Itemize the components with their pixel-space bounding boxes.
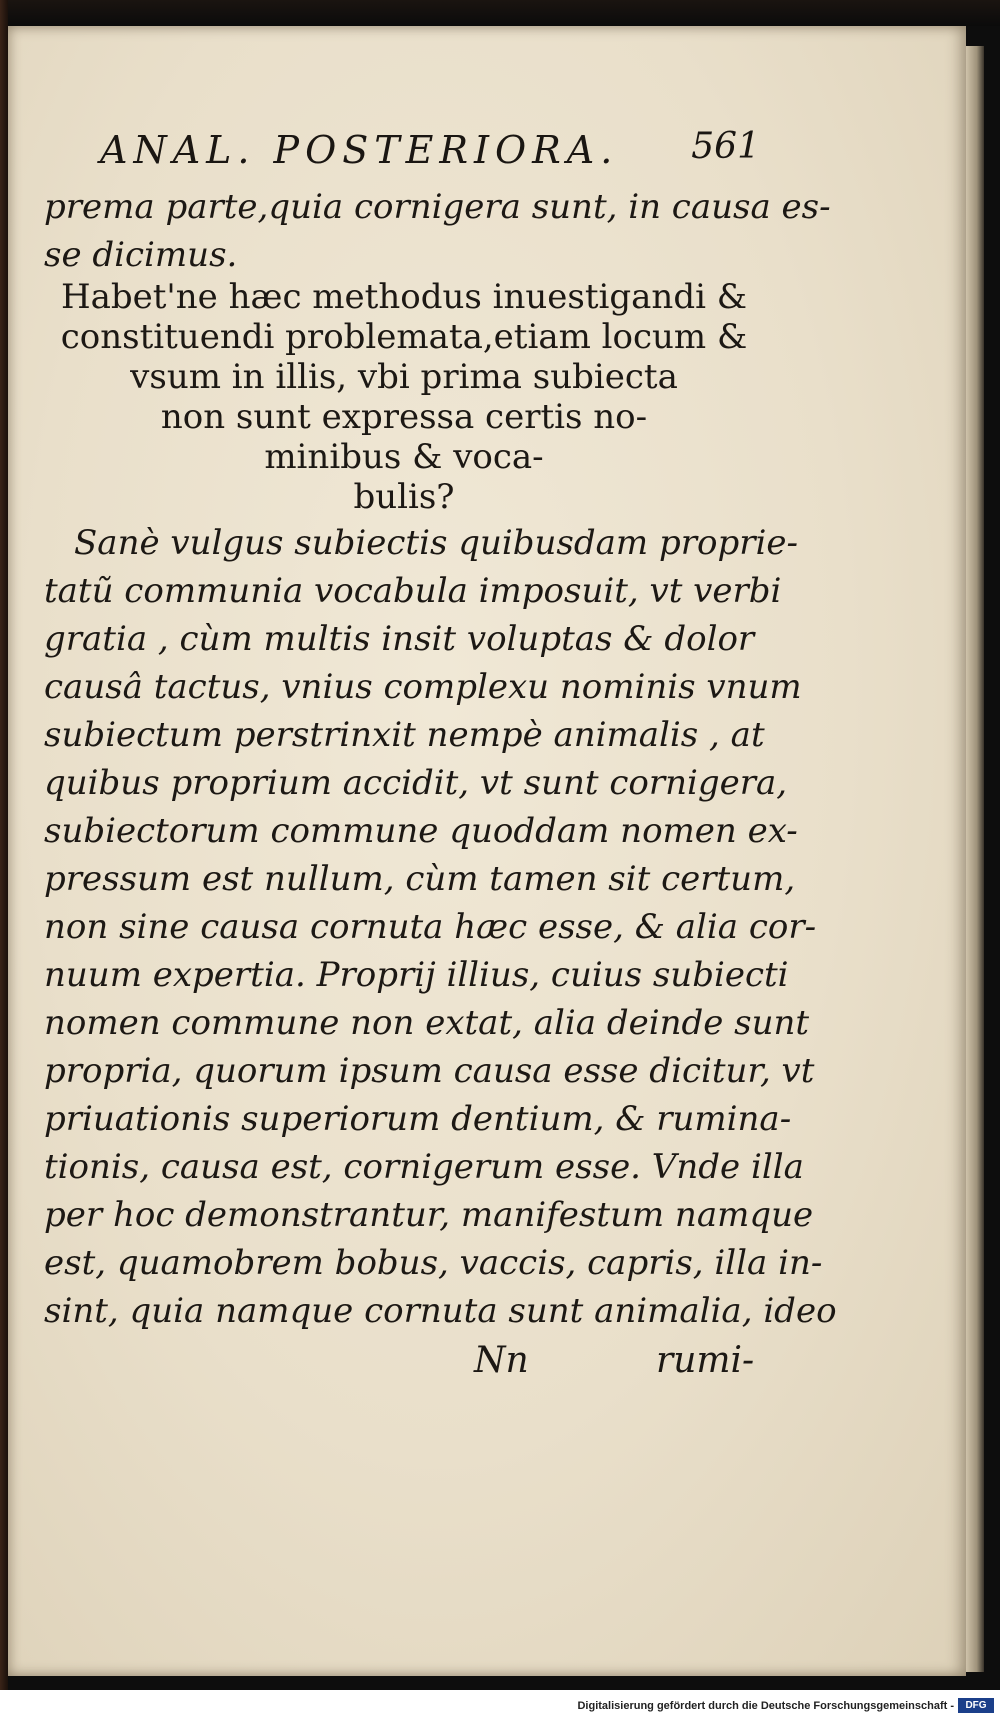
- opening-line: se dicimus.: [44, 235, 238, 275]
- running-head: [100, 120, 760, 180]
- body-line: Sanè vulgus subiectis quibusdam proprie-: [74, 523, 798, 563]
- dfg-logo: DFG: [958, 1698, 994, 1713]
- body-line: propria, quorum ipsum causa esse dicitur, vt: [44, 1051, 815, 1091]
- body-line: nuum expertia. Proprij illius, cuius subiecti: [44, 955, 789, 995]
- body-line: pressum est nullum, cùm tamen sit certum,: [44, 859, 796, 899]
- body-line: gratia , cùm multis insit voluptas & dolor: [44, 619, 755, 659]
- body-line: subiectum perstrinxit nempè animalis , at: [44, 715, 765, 755]
- body-line: quibus proprium accidit, vt sunt cornigera,: [44, 763, 788, 803]
- question-heading-line: bulis?: [353, 477, 455, 517]
- scan-top-edge: [0, 0, 1000, 26]
- body-line: sint, quia namque cornuta sunt animalia, ideo: [44, 1291, 837, 1331]
- body-line: tatũ communia vocabula imposuit, vt verbi: [44, 571, 782, 611]
- opening-line: prema parte,quia cornigera sunt, in causa es-: [44, 187, 831, 227]
- question-heading-line: Habet'ne hæc methodus inuestigandi &: [60, 277, 748, 317]
- question-heading-line: non sunt expressa certis no-: [160, 397, 648, 437]
- body-line: subiectorum commune quoddam nomen ex-: [44, 811, 798, 851]
- binding-board-edge: [0, 0, 8, 1721]
- page-number: 561: [691, 126, 760, 167]
- body-line: non sine causa cornuta hæc esse, & alia cor-: [44, 907, 817, 947]
- question-heading-line: constituendi problemata,etiam locum &: [60, 317, 748, 357]
- question-heading-line: minibus & voca-: [264, 437, 544, 477]
- page-fore-edge: [966, 46, 984, 1672]
- body-line: priuationis superiorum dentium, & rumina-: [44, 1099, 792, 1139]
- running-title: ANAL. POSTERIORA.: [100, 128, 619, 172]
- catchword: rumi-: [656, 1340, 755, 1381]
- signature-mark: Nn: [474, 1340, 529, 1381]
- body-line: nomen commune non extat, alia deinde sunt: [44, 1003, 810, 1043]
- question-heading-line: vsum in illis, vbi prima subiecta: [130, 357, 678, 397]
- body-line: per hoc demonstrantur, manifestum namque: [44, 1195, 814, 1235]
- body-line: tionis, causa est, cornigerum esse. Vnde illa: [44, 1147, 804, 1187]
- body-line: causâ tactus, vnius complexu nominis vnum: [44, 667, 802, 707]
- funding-credit: Digitalisierung gefördert durch die Deutsche Forschungsgemeinschaft -: [577, 1700, 954, 1712]
- body-line: est, quamobrem bobus, vaccis, capris, illa in-: [44, 1243, 823, 1283]
